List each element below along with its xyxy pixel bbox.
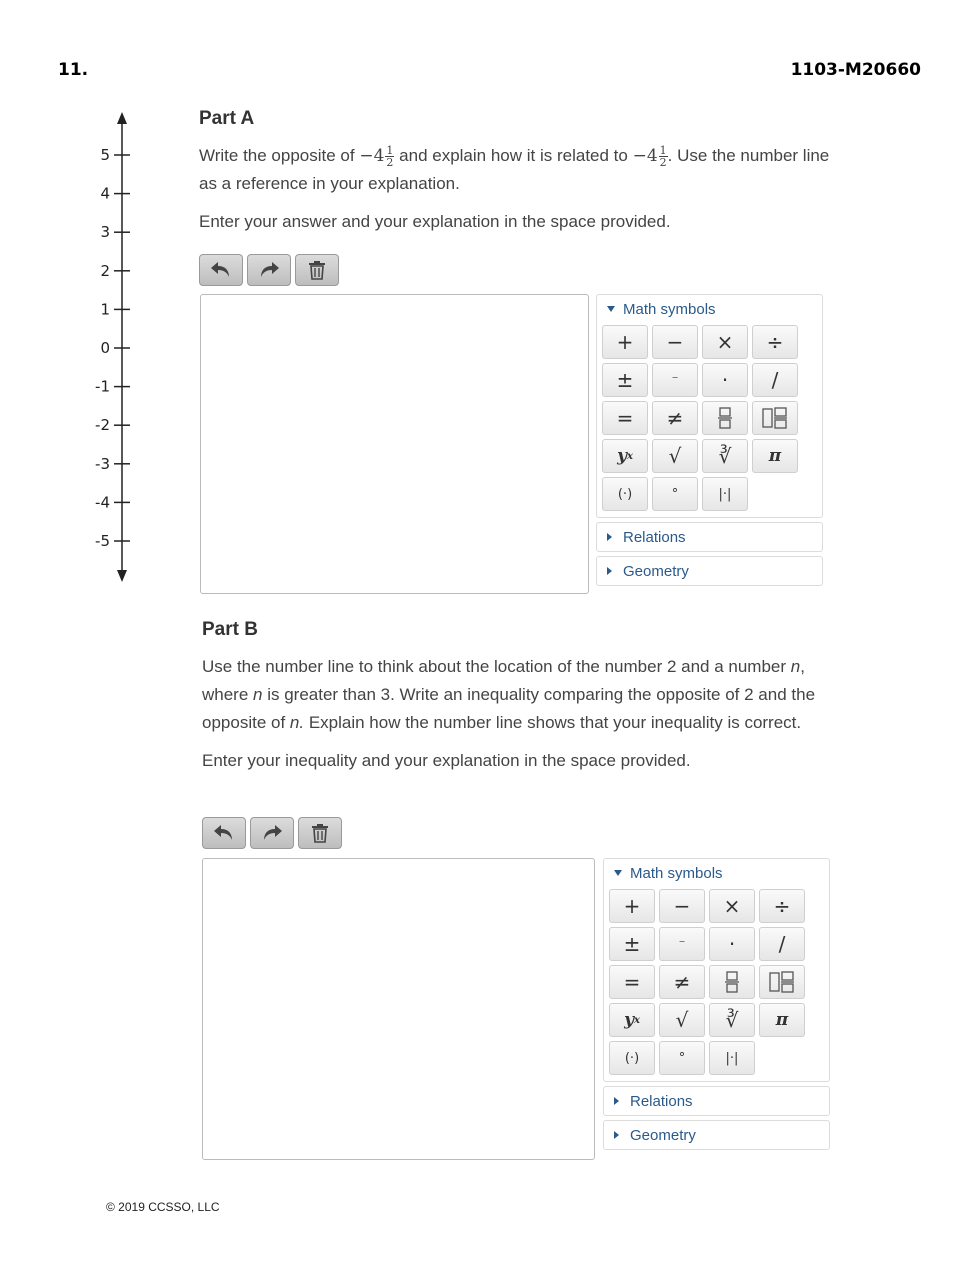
plus-minus-symbol-button[interactable]: ± bbox=[602, 363, 648, 397]
part-b-math-palette bbox=[603, 858, 830, 1150]
exponent-button[interactable]: y x bbox=[609, 1003, 655, 1037]
clear-button[interactable] bbox=[295, 254, 339, 286]
dot-symbol-button[interactable]: · bbox=[709, 927, 755, 961]
pi-symbol-button[interactable]: π bbox=[759, 1003, 805, 1037]
trash-icon bbox=[308, 260, 326, 280]
part-a-title: Part A bbox=[199, 108, 255, 129]
number-line bbox=[86, 110, 146, 585]
mixed-number-button[interactable] bbox=[752, 401, 798, 435]
dot-symbol-button[interactable]: · bbox=[702, 363, 748, 397]
absolute-value-button[interactable]: |·| bbox=[709, 1041, 755, 1075]
not-equal-symbol-button[interactable]: ≠ bbox=[652, 401, 698, 435]
not-equal-symbol-button[interactable]: ≠ bbox=[659, 965, 705, 999]
negative-sign-button[interactable]: ⁻ bbox=[659, 927, 705, 961]
part-a bbox=[199, 108, 839, 236]
square-root-button[interactable]: √ bbox=[652, 439, 698, 473]
mixed-number-button[interactable] bbox=[759, 965, 805, 999]
number-line-label: 2 bbox=[100, 261, 110, 280]
undo-button[interactable] bbox=[199, 254, 243, 286]
degree-symbol-button[interactable]: ° bbox=[652, 477, 698, 511]
absolute-value-button[interactable]: |·| bbox=[702, 477, 748, 511]
minus-symbol-button[interactable]: − bbox=[652, 325, 698, 359]
collapse-icon bbox=[614, 1097, 619, 1105]
trash-icon bbox=[311, 823, 329, 843]
number-line-label: 5 bbox=[100, 146, 110, 164]
negative-sign-button[interactable]: ⁻ bbox=[652, 363, 698, 397]
redo-icon bbox=[258, 261, 280, 279]
part-a-answer-box[interactable] bbox=[200, 294, 589, 594]
slash-symbol-button[interactable]: / bbox=[752, 363, 798, 397]
mixed-number-icon bbox=[769, 970, 795, 994]
part-a-math-palette bbox=[596, 294, 823, 586]
collapse-icon bbox=[614, 1131, 619, 1139]
copyright: © 2019 CCSSO, LLC bbox=[106, 1200, 220, 1214]
cube-root-button[interactable]: ∛ bbox=[702, 439, 748, 473]
fraction-button[interactable] bbox=[702, 401, 748, 435]
redo-icon bbox=[261, 824, 283, 842]
plus-symbol-button[interactable]: + bbox=[602, 325, 648, 359]
number-line-label: -3 bbox=[95, 454, 110, 473]
number-line-label: -2 bbox=[95, 416, 110, 435]
relations-panel-toggle[interactable]: Relations bbox=[596, 522, 823, 552]
part-b-answer-box[interactable] bbox=[202, 858, 595, 1160]
mixed-number-icon bbox=[762, 406, 788, 430]
plus-minus-symbol-button[interactable]: ± bbox=[609, 927, 655, 961]
mixed-number: −4 $\frac{1}{2}$ bbox=[632, 144, 667, 169]
undo-icon bbox=[213, 824, 235, 842]
parentheses-button[interactable]: (·) bbox=[602, 477, 648, 511]
question-number: 11. bbox=[58, 60, 89, 80]
equals-symbol-button[interactable]: = bbox=[602, 401, 648, 435]
times-symbol-button[interactable]: × bbox=[702, 325, 748, 359]
collapse-icon bbox=[607, 533, 612, 541]
expand-icon bbox=[614, 870, 622, 876]
expand-icon bbox=[607, 306, 615, 312]
divide-symbol-button[interactable]: ÷ bbox=[759, 889, 805, 923]
undo-button[interactable] bbox=[202, 817, 246, 849]
item-id: 1103-M20660 bbox=[790, 60, 921, 80]
undo-icon bbox=[210, 261, 232, 279]
math-symbols-toggle[interactable]: Math symbols bbox=[597, 295, 822, 323]
math-symbols-panel bbox=[603, 858, 830, 1082]
divide-symbol-button[interactable]: ÷ bbox=[752, 325, 798, 359]
times-symbol-button[interactable]: × bbox=[709, 889, 755, 923]
slash-symbol-button[interactable]: / bbox=[759, 927, 805, 961]
part-b bbox=[202, 619, 842, 775]
math-symbols-toggle[interactable]: Math symbols bbox=[604, 859, 829, 887]
part-b-title: Part B bbox=[202, 619, 258, 640]
cube-root-button[interactable]: ∛ bbox=[709, 1003, 755, 1037]
geometry-panel-toggle[interactable]: Geometry bbox=[596, 556, 823, 586]
degree-symbol-button[interactable]: ° bbox=[659, 1041, 705, 1075]
fraction-button[interactable] bbox=[709, 965, 755, 999]
part-b-prompt: Use the number line to think about the location of the number 2 and a number n, where n is greater than 3. Write an inequality comparing the opposite of 2 and the opposite of n. Explain how the number line shows that your inequality is correct. bbox=[202, 657, 816, 732]
part-a-instructions: Enter your answer and your explanation in the space provided. bbox=[199, 212, 671, 231]
collapse-icon bbox=[607, 567, 612, 575]
number-line-label: 1 bbox=[100, 300, 110, 319]
square-root-button[interactable]: √ bbox=[659, 1003, 705, 1037]
fraction-icon bbox=[718, 406, 732, 430]
relations-panel-toggle[interactable]: Relations bbox=[603, 1086, 830, 1116]
number-line-label: 4 bbox=[100, 184, 110, 203]
geometry-panel-toggle[interactable]: Geometry bbox=[603, 1120, 830, 1150]
mixed-number: −4 $\frac{1}{2}$ bbox=[359, 144, 394, 169]
number-line-label: -5 bbox=[95, 532, 110, 550]
number-line-label: -4 bbox=[95, 493, 110, 512]
fraction-icon bbox=[725, 970, 739, 994]
number-line-label: 3 bbox=[100, 223, 110, 242]
redo-button[interactable] bbox=[247, 254, 291, 286]
redo-button[interactable] bbox=[250, 817, 294, 849]
part-a-prompt: Write the opposite of −4 $\frac{1}{2}$ and explain how it is related to −4 $\frac{1}{2}$ . Use the number line as a reference in your explanation. bbox=[199, 144, 830, 193]
minus-symbol-button[interactable]: − bbox=[659, 889, 705, 923]
clear-button[interactable] bbox=[298, 817, 342, 849]
part-b-instructions: Enter your inequality and your explanation in the space provided. bbox=[202, 751, 691, 770]
math-symbols-panel bbox=[596, 294, 823, 518]
number-line-label: -1 bbox=[95, 377, 110, 396]
pi-symbol-button[interactable]: π bbox=[752, 439, 798, 473]
part-a-toolbar bbox=[199, 254, 339, 286]
part-b-toolbar bbox=[202, 817, 342, 849]
number-line-label: 0 bbox=[100, 339, 110, 357]
parentheses-button[interactable]: (·) bbox=[609, 1041, 655, 1075]
plus-symbol-button[interactable]: + bbox=[609, 889, 655, 923]
exponent-button[interactable]: y x bbox=[602, 439, 648, 473]
equals-symbol-button[interactable]: = bbox=[609, 965, 655, 999]
